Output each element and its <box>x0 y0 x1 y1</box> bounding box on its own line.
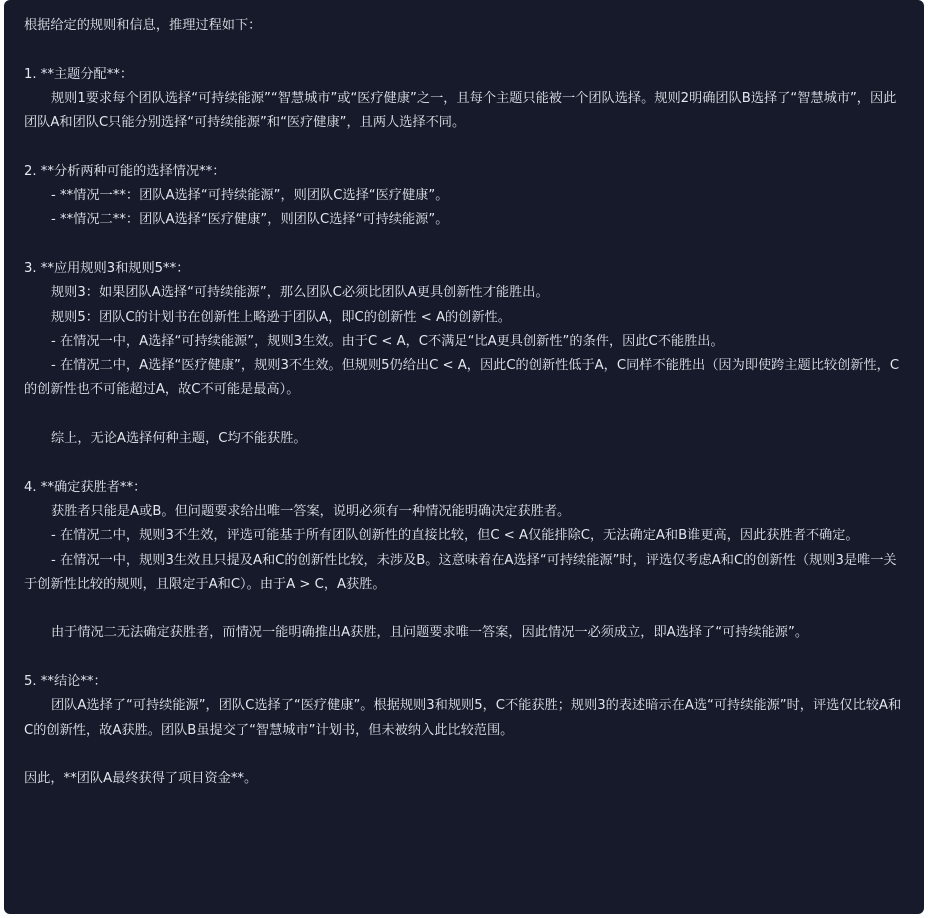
spacer <box>24 135 904 159</box>
section-3-title: 3. **应用规则3和规则5**： <box>24 260 190 276</box>
section-3-rule-5: 规则5：团队C的计划书在创新性上略逊于团队A，即C的创新性 < A的创新性。 <box>51 309 511 325</box>
section-4-bullet-1: - 在情况二中，规则3不生效，评选可能基于所有团队创新性的直接比较，但C < A仅能排除C，无法确定A和B谁更高，因此获胜者不确定。 <box>51 528 859 544</box>
section-5-title: 5. **结论**： <box>24 674 107 690</box>
section-3-bullet-2: - 在情况二中，A选择“医疗健康”，规则3不生效。但规则5仍给出C < A，因此C的创新性低于A，C同样不能胜出（因为即使跨主题比较创新性，C的创新性也不可能超过A，故C不可能是最高）。 <box>24 358 900 398</box>
spacer <box>24 451 904 475</box>
section-2-title: 2. **分析两种可能的选择情况**： <box>24 163 226 179</box>
spacer <box>24 646 904 670</box>
section-4-paragraph: 获胜者只能是A或B。但问题要求给出唯一答案，说明必须有一种情况能明确决定获胜者。 <box>51 503 571 519</box>
section-1-paragraph: 规则1要求每个团队选择“可持续能源”“智慧城市”或“医疗健康”之一，且每个主题只能被一个团队选择。规则2明确团队B选择了“智慧城市”，因此团队A和团队C只能分别选择“可持续能源”和“医疗健康”，且两人选择不同。 <box>24 90 897 131</box>
spacer <box>24 233 904 257</box>
section-4-title: 4. **确定获胜者**： <box>24 479 147 495</box>
section-2-bullet-1: - **情况一**：团队A选择“可持续能源”，则团队C选择“医疗健康”。 <box>51 188 449 204</box>
section-5-paragraph: 团队A选择了“可持续能源”，团队C选择了“医疗健康”。根据规则3和规则5，C不能获胜；规则3的表述暗示在A选“可持续能源”时，评选仅比较A和C的创新性，故A获胜。团队B虽提交了“智慧城市”计划书，但未被纳入此比较范围。 <box>24 698 902 738</box>
spacer <box>24 597 904 621</box>
intro-text: 根据给定的规则和信息，推理过程如下： <box>24 18 262 33</box>
section-3-rule-3: 规则3：如果团队A选择“可持续能源”，那么团队C必须比团队A更具创新性才能胜出。 <box>51 285 549 301</box>
section-4-bullet-2: - 在情况一中，规则3生效且只提及A和C的创新性比较，未涉及B。这意味着在A选择“可持续能源”时，评选仅考虑A和C的创新性（规则3是唯一关于创新性比较的规则，且限定于A和C）。由于A > C，A获胜。 <box>24 552 897 592</box>
section-3-summary: 综上，无论A选择何种主题，C均不能获胜。 <box>51 431 307 447</box>
spacer <box>24 403 904 427</box>
section-4-summary: 由于情况二无法确定获胜者，而情况一能明确推出A获胜，且问题要求唯一答案，因此情况一必须成立，即A选择了“可持续能源”。 <box>51 625 809 641</box>
section-2-bullet-2: - **情况二**：团队A选择“医疗健康”，则团队C选择“可持续能源”。 <box>51 212 449 228</box>
section-1-title: 1. **主题分配**： <box>24 66 134 82</box>
section-3-bullet-1: - 在情况一中，A选择“可持续能源”，规则3生效。由于C < A，C不满足“比A更具创新性”的条件，因此C不能胜出。 <box>51 333 724 349</box>
spacer <box>24 38 904 62</box>
response-panel <box>4 0 924 914</box>
spacer <box>24 743 904 767</box>
final-conclusion: 因此，**团队A最终获得了项目资金**。 <box>24 771 258 787</box>
